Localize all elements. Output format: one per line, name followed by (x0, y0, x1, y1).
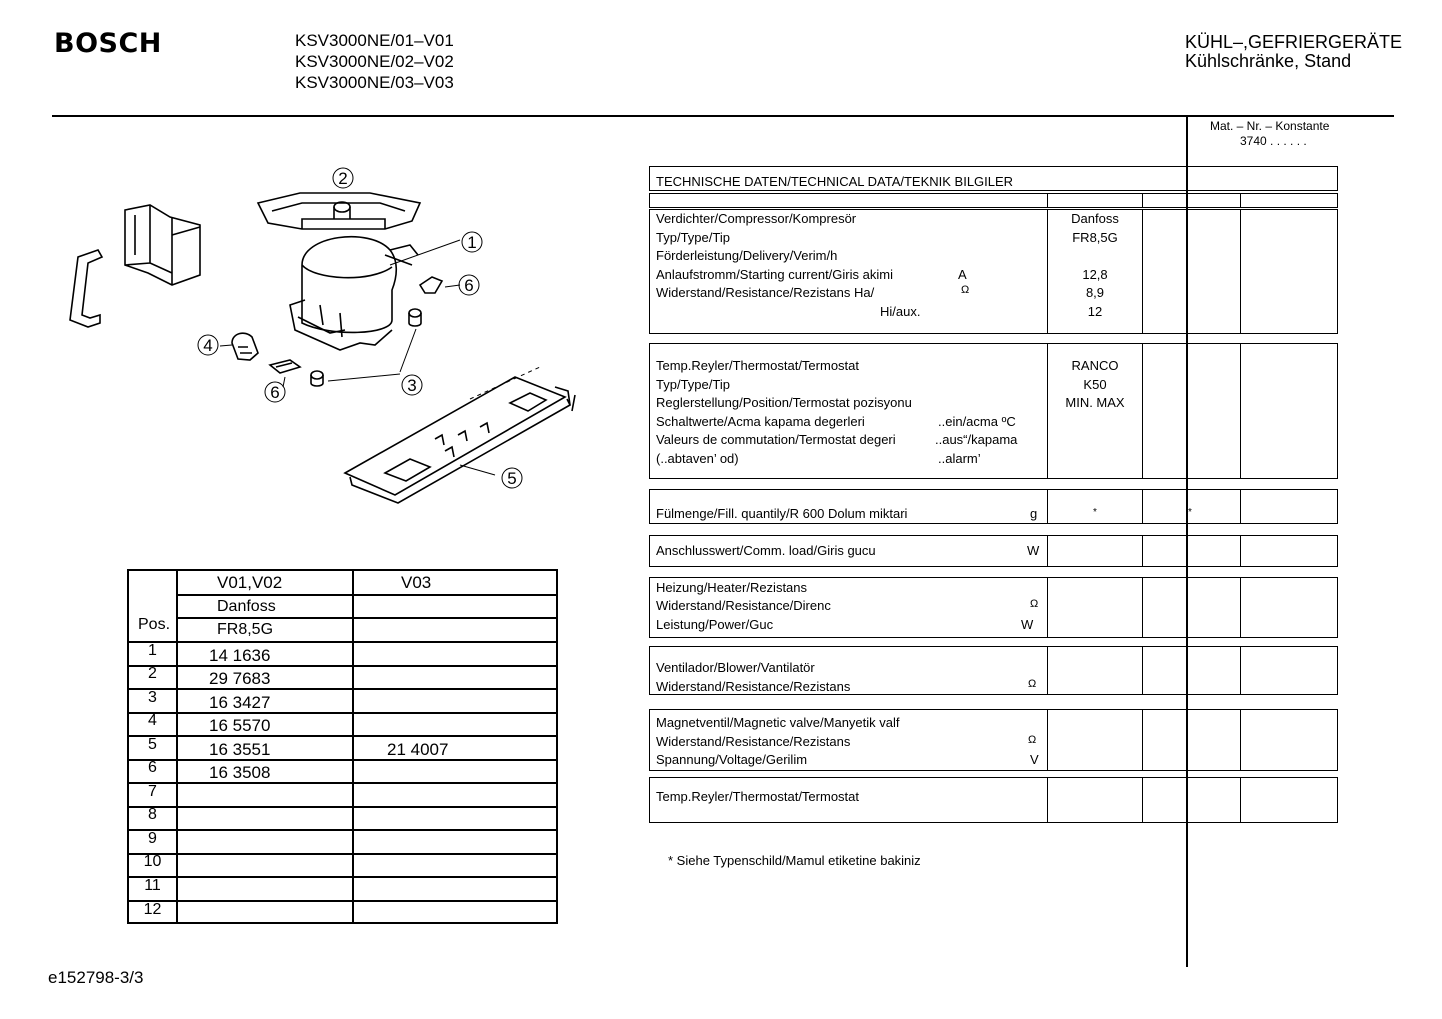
switch-values-label: Schaltwerte/Acma kapama degerleri (656, 414, 865, 429)
compressor-type: FR8,5G (217, 621, 274, 638)
unit-ohm: Ω (1030, 598, 1039, 610)
delivery-label: Förderleistung/Delivery/Verim/h (656, 248, 838, 263)
heater-resistance-label: Widerstand/Resistance/Direnc (656, 598, 831, 613)
compressor-brand: Danfoss (217, 598, 276, 615)
thermostat2-label: Temp.Reyler/Thermostat/Termostat (656, 789, 860, 804)
matnr-label: Mat. – Nr. – Konstante (1210, 119, 1330, 133)
part-number-v03: 21 4007 (387, 740, 449, 759)
product-category (1185, 33, 1402, 71)
pos-number: 12 (143, 901, 162, 918)
pos-number: 2 (148, 665, 157, 682)
thermostat-value: RANCO (1071, 358, 1119, 373)
unit-ampere: A (958, 267, 967, 282)
document-id: e152798-3/3 (48, 968, 144, 987)
unit-ohm: Ω (961, 284, 970, 296)
aux-label: Hi/aux. (880, 304, 921, 319)
blower-label: Ventilador/Blower/Vantilatör (656, 660, 815, 675)
pos-number: 5 (148, 736, 157, 753)
clip-part (270, 360, 300, 373)
model-list (295, 30, 454, 93)
col-header-v01-v02: V01,V02 (217, 573, 283, 592)
starting-current-label: Anlaufstromm/Starting current/Giris akimi (656, 267, 893, 282)
fill-quantity-value-2: * (1188, 507, 1192, 518)
thermostat-position-label: Reglerstellung/Position/Termostat pozisyonu (656, 395, 912, 410)
pos-number: 4 (148, 712, 157, 729)
part-number-v01-v02: 16 3508 (209, 763, 271, 782)
unit-ohm: Ω (1028, 678, 1037, 690)
callout-1: 1 (467, 233, 477, 252)
compressor-value: Danfoss (1071, 211, 1119, 226)
starting-current-value: 12,8 (1082, 267, 1108, 282)
material-number-block (1210, 119, 1329, 149)
thermostat-position-value: MIN. MAX (1065, 395, 1125, 410)
callout-2: 2 (338, 169, 348, 188)
pos-number: 11 (144, 877, 161, 894)
pos-number: 7 (148, 783, 157, 800)
unit-ohm: Ω (1028, 734, 1037, 746)
alarm-label: ..alarm’ (938, 451, 981, 466)
type-label: Typ/Type/Tip (656, 230, 730, 245)
exploded-parts-diagram (40, 155, 585, 515)
compressor-label: Verdichter/Compressor/Kompresör (656, 211, 857, 226)
model-number: KSV3000NE/03–V03 (295, 73, 454, 92)
callout-6b: 6 (270, 383, 280, 402)
resistance-main-value: 8,9 (1085, 285, 1105, 300)
model-number: KSV3000NE/02–V02 (295, 52, 454, 71)
part-number-v01-v02: 14 1636 (209, 646, 271, 665)
defrost-label: (..abtaven’ od) (656, 451, 739, 466)
compressor-part (302, 237, 396, 333)
valve-label: Magnetventil/Magnetic valve/Manyetik valf (656, 715, 900, 730)
callout-6a: 6 (464, 276, 474, 295)
pos-label: Pos. (138, 616, 171, 633)
header-divider (52, 115, 1394, 117)
bracket-part (70, 250, 102, 327)
part-number-v01-v02: 16 3427 (209, 693, 271, 712)
blower-resistance-label: Widerstand/Resistance/Rezistans (656, 679, 851, 694)
part-number-v01-v02: 16 5570 (209, 716, 271, 735)
switch-off-label: ..aus“/kapama (935, 432, 1018, 447)
col-header-v03: V03 (401, 573, 432, 592)
thermostat-label: Temp.Reyler/Thermostat/Termostat (656, 358, 860, 373)
commutation-label: Valeurs de commutation/Termostat degeri (656, 432, 896, 447)
pos-number: 8 (148, 806, 157, 823)
pos-number: 9 (148, 830, 157, 847)
clip-part (420, 277, 442, 293)
type-value: FR8,5G (1072, 230, 1118, 245)
footnote: * Siehe Typenschild/Mamul etiketine bakiniz (668, 853, 921, 868)
tech-title: TECHNISCHE DATEN/TECHNICAL DATA/TEKNIK BILGILER (656, 174, 1014, 189)
unit-watt: W (1021, 617, 1034, 632)
connected-load-label: Anschlusswert/Comm. load/Giris gucu (656, 543, 876, 558)
matnr-value: 3740 . . . . . . (1240, 134, 1307, 148)
unit-watt: W (1027, 543, 1040, 558)
heater-power-label: Leistung/Power/Guc (656, 617, 774, 632)
switch-on-label: ..ein/acma ºC (938, 414, 1016, 429)
parts-table (127, 569, 558, 924)
part-number-v01-v02: 29 7683 (209, 669, 271, 688)
pos-number: 3 (148, 689, 157, 706)
valve-voltage-label: Spannung/Voltage/Gerilim (656, 752, 808, 767)
relay-box-part (125, 205, 200, 285)
category-line: KÜHL–,GEFRIERGERÄTE (1185, 32, 1403, 52)
part-number-v01-v02: 16 3551 (209, 740, 271, 759)
thermostat-type-value: K50 (1083, 377, 1107, 392)
callout-3: 3 (407, 376, 417, 395)
unit-volt: V (1030, 752, 1039, 767)
category-line: Kühlschränke, Stand (1185, 51, 1352, 71)
fill-quantity-label: Fülmenge/Fill. quantily/R 600 Dolum miktari (656, 506, 908, 521)
fill-quantity-value: * (1093, 507, 1097, 518)
pos-number: 6 (148, 759, 157, 776)
heater-label: Heizung/Heater/Rezistans (656, 580, 808, 595)
resistance-aux-value: 12 (1087, 304, 1103, 319)
callout-4: 4 (203, 336, 213, 355)
pos-number: 1 (148, 642, 157, 659)
thermostat-type-label: Typ/Type/Tip (656, 377, 730, 392)
resistance-label: Widerstand/Resistance/Rezistans Ha/ (656, 285, 875, 300)
pos-number: 10 (143, 853, 162, 870)
valve-resistance-label: Widerstand/Resistance/Rezistans (656, 734, 851, 749)
brand-logo: BOSCH (54, 28, 162, 59)
callout-5: 5 (507, 469, 517, 488)
unit-gram: g (1030, 506, 1038, 521)
model-number: KSV3000NE/01–V01 (295, 31, 454, 50)
